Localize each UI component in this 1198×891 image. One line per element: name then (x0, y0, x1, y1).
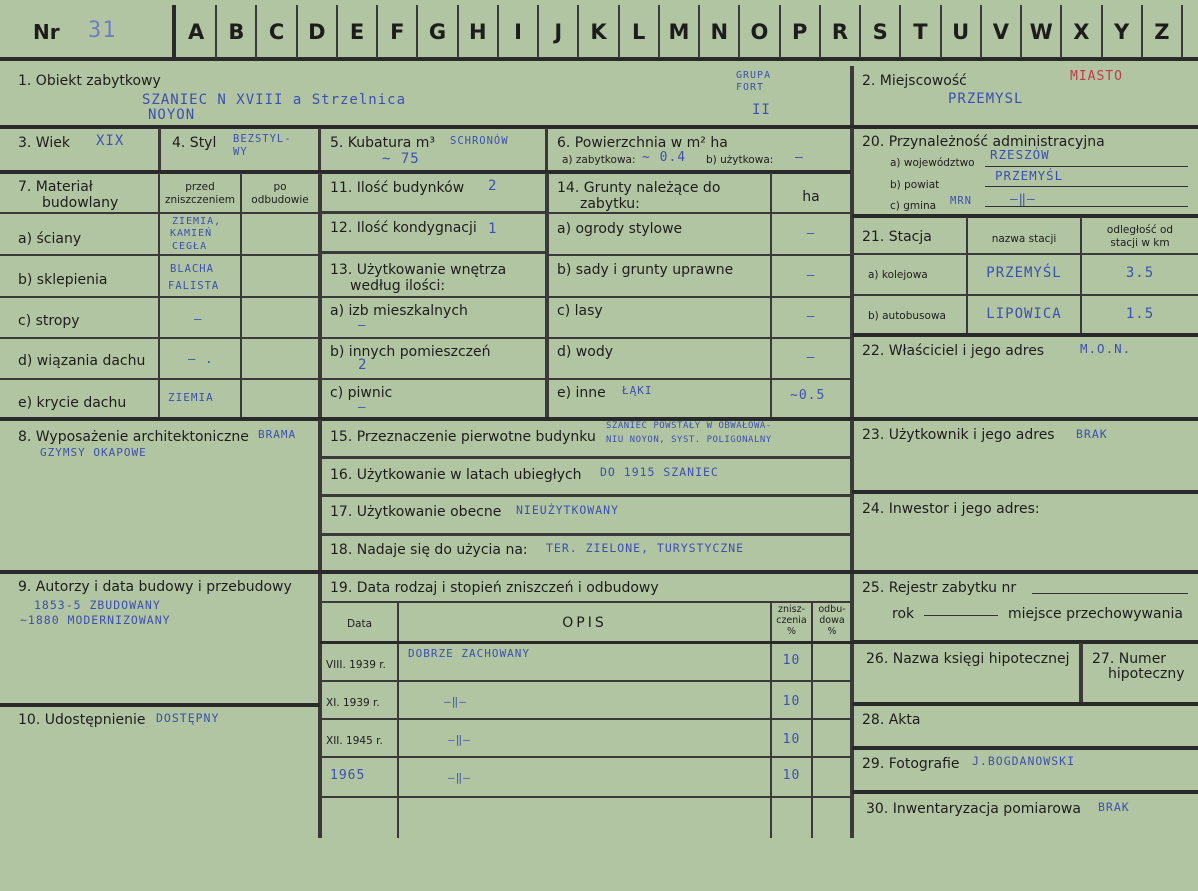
field-16-value: DO 1915 SZANIEC (600, 465, 719, 479)
f14-row-e-label: e) inne (557, 385, 606, 401)
f19-col-line-3 (811, 602, 813, 838)
rule-23-24 (852, 490, 1198, 494)
f14-row-b-label: b) sady i grunty uprawne (557, 262, 734, 278)
field-24-label: 24. Inwestor i jego adres: (862, 501, 1040, 517)
f19-col-rebuild-line3: % (827, 626, 837, 637)
field-25-number-line (1032, 593, 1188, 594)
letter-tab-r: R (831, 20, 849, 44)
field-3-value: XIX (96, 133, 125, 149)
field-25-label: 25. Rejestr zabytku nr (862, 580, 1017, 596)
f7-row-d-label: d) wiązania dachu (18, 353, 146, 369)
f19-row-4-desc: —‖— (448, 771, 471, 784)
letter-divider (255, 5, 257, 58)
letter-tab-b: B (228, 20, 245, 44)
f19-row-2-desc: —‖— (444, 695, 467, 708)
field-15-label: 15. Przeznaczenie pierwotne budynku (330, 429, 596, 445)
field-22-label: 22. Właściciel i jego adres (862, 343, 1045, 359)
f19-header-bottom (320, 641, 852, 644)
rule-12-13 (320, 251, 547, 254)
nr-value: 31 (88, 18, 117, 43)
field-12-value: 1 (488, 221, 498, 237)
field-29-value: J.BOGDANOWSKI (972, 754, 1076, 768)
f19-row-4-date: 1965 (330, 768, 366, 783)
field-13-label-line1: 13. Użytkowanie wnętrza (330, 262, 507, 278)
field-3-label: 3. Wiek (18, 135, 70, 151)
f7-row-line-1 (0, 254, 320, 256)
f14-row-c-value: — (806, 308, 816, 323)
letter-tab-i: I (514, 20, 522, 44)
field-21-col-dist-line2: stacji w km (1110, 237, 1170, 249)
field-13-c-value: — (358, 399, 367, 414)
f19-row-line-2 (320, 718, 852, 720)
letter-divider (1101, 5, 1103, 58)
field-1-value-line1: SZANIEC N XVIII a Strzelnica (142, 92, 407, 108)
f14-row-line-0 (547, 212, 851, 214)
f19-col-rebuild-line2: dowa (819, 615, 845, 626)
f7-row-c-label: c) stropy (18, 313, 80, 329)
letter-tab-c: C (268, 20, 285, 44)
f7-row-line-4 (0, 378, 320, 380)
field-20-a-value: RZESZÓW (990, 147, 1050, 162)
divider-5-6 (545, 128, 548, 171)
field-25-rok: rok (892, 606, 915, 622)
f7-col-after-line1: po (273, 181, 287, 193)
rule-15-16 (320, 456, 852, 459)
f19-row-1-desc: DOBRZE ZACHOWANY (408, 647, 530, 660)
field-25-place: miejsce przechowywania (1008, 606, 1183, 622)
f19-row-2-date: XI. 1939 r. (326, 697, 380, 709)
field-20-a-label: a) województwo (890, 157, 975, 169)
letter-tab-s: S (872, 20, 888, 44)
field-23-label: 23. Użytkownik i jego adres (862, 427, 1055, 443)
letter-tab-n: N (710, 20, 729, 44)
field-8-value-line1: BRAMA (258, 428, 297, 441)
letter-tab-f: F (390, 20, 405, 44)
f19-row-1-date: VIII. 1939 r. (326, 659, 386, 671)
letter-divider (698, 5, 700, 58)
f14-row-a-value: — (806, 225, 816, 240)
field-19-label: 19. Data rodzaj i stopień zniszczeń i odbudowy (330, 580, 659, 596)
rule-below-7 (0, 417, 1198, 421)
field-5-value: ~ 75 (382, 151, 420, 167)
letter-divider (899, 5, 901, 58)
header-bottom-rule (0, 57, 1198, 61)
letter-divider (618, 5, 620, 58)
field-9-label: 9. Autorzy i data budowy i przebudowy (18, 579, 292, 595)
f7-row-line-2 (0, 296, 320, 298)
field-6-sub-b-label: b) użytkowa: (706, 154, 774, 166)
field-9-value-line1: 1853-5 ZBUDOWANY (34, 598, 161, 612)
letter-tab-h: H (469, 20, 487, 44)
f19-col-date: Data (346, 618, 373, 630)
field-29-label: 29. Fotografie (862, 756, 960, 772)
letter-tab-l: L (632, 20, 646, 44)
letter-tab-g: G (428, 20, 447, 44)
letter-divider (980, 5, 982, 58)
f13-row-line-1 (320, 296, 547, 298)
field-7-label-line1: 7. Materiał (18, 179, 93, 195)
f7-row-a-before-line1: ZIEMIA, (172, 216, 222, 227)
field-28-label: 28. Akta (862, 712, 921, 728)
f14-row-c-label: c) lasy (557, 303, 603, 319)
letter-tab-v: V (992, 20, 1010, 44)
field-20-label: 20. Przynależność administracyjna (862, 134, 1105, 150)
field-1-label: 1. Obiekt zabytkowy (18, 73, 161, 89)
field-20-c-note: MRN (950, 195, 972, 207)
letter-divider (296, 5, 298, 58)
field-13-a-label: a) izb mieszkalnych (330, 303, 468, 319)
f14-row-e-note: ŁĄKI (622, 384, 653, 397)
rule-below-3 (0, 170, 851, 174)
rule-8-9 (0, 570, 320, 574)
f19-col-destr-line1: znisz- (777, 604, 805, 615)
divider-1-2 (850, 66, 854, 126)
rule-below-1 (0, 125, 1198, 129)
f7-col-before-line2: zniszczeniem (164, 194, 236, 206)
f19-col-rebuild-line1: odbu- (818, 604, 846, 615)
field-30-value: BRAK (1098, 800, 1130, 814)
field-21-col-name: nazwa stacji (991, 233, 1057, 245)
letter-tab-m: M (668, 20, 690, 44)
field-11-value: 2 (488, 178, 498, 194)
letter-divider (658, 5, 660, 58)
rule-27-28 (852, 702, 1198, 706)
letter-divider (1060, 5, 1062, 58)
letter-divider (537, 5, 539, 58)
f19-col-desc: OPIS (562, 615, 607, 631)
rule-16-17 (320, 494, 852, 497)
field-8-label: 8. Wyposażenie architektoniczne (18, 429, 249, 445)
field-6-label: 6. Powierzchnia w m² ha (557, 135, 728, 151)
rule-11-12 (320, 211, 547, 214)
letter-divider (1020, 5, 1022, 58)
rule-29-30 (852, 790, 1198, 794)
rule-25-26 (852, 640, 1198, 644)
letter-tab-z: Z (1154, 20, 1170, 44)
letter-divider (457, 5, 459, 58)
field-21-col-dist-line1: odległość od (1106, 224, 1174, 236)
f7-row-b-before-line1: BLACHA (170, 263, 214, 275)
field-13-c-label: c) piwnic (330, 385, 393, 401)
field-20-c-label: c) gmina (890, 200, 937, 212)
f19-row-line-1 (320, 680, 852, 682)
f7-row-a-before-line3: CEGŁA (172, 241, 208, 252)
field-20-b-line (985, 186, 1188, 187)
field-30-label: 30. Inwentaryzacja pomiarowa (866, 801, 1081, 817)
f19-row-3-desc: —‖— (448, 733, 471, 746)
field-18-label: 18. Nadaje się do użycia na: (330, 542, 528, 558)
field-21-b-dist: 1.5 (1125, 306, 1155, 322)
f19-row-4-destr: 10 (782, 768, 801, 783)
f14-row-line-1 (547, 254, 851, 256)
field-25-rok-line (924, 615, 998, 616)
field-20-c-value: —‖— (1010, 191, 1036, 206)
letter-tab-u: U (952, 20, 970, 44)
field-21-label: 21. Stacja (862, 229, 932, 245)
field-6-sub-a-label: a) zabytkowa: (562, 154, 636, 166)
field-5-label: 5. Kubatura m³ (330, 135, 436, 151)
field-17-value: NIEUŻYTKOWANY (516, 503, 620, 517)
f7-row-a-before-line2: KAMIEŃ (170, 228, 213, 239)
field-2-value: PRZEMYSL (948, 91, 1024, 107)
field-14-label-line2: zabytku: (580, 196, 640, 212)
f14-row-line-4 (547, 378, 851, 380)
letter-tab-w: W (1029, 20, 1053, 44)
field-21-a-dist: 3.5 (1125, 265, 1155, 281)
letter-divider (416, 5, 418, 58)
field-22-value: M.O.N. (1080, 341, 1132, 356)
letter-tab-k: K (590, 20, 607, 44)
letter-tab-a: A (187, 20, 205, 44)
field-6-sub-b-value: — (795, 150, 804, 165)
letter-divider (215, 5, 217, 58)
rule-20-21 (852, 214, 1198, 218)
rule-21-22 (852, 333, 1198, 337)
letter-divider (819, 5, 821, 58)
f7-row-d-before: — . (188, 351, 214, 366)
field-14-unit: ha (802, 189, 820, 205)
field-8-value-line2: GZYMSY OKAPOWE (40, 446, 147, 459)
divider-3-4 (158, 128, 161, 171)
field-7-label-line2: budowlany (42, 195, 119, 211)
letter-divider (1141, 5, 1143, 58)
rule-18-19 (320, 570, 852, 574)
f19-row-line-3 (320, 756, 852, 758)
rule-24-25 (852, 570, 1198, 574)
f7-row-line-0 (0, 212, 320, 214)
rule-28-29 (852, 746, 1198, 750)
field-2-category: MIASTO (1070, 69, 1123, 84)
letter-divider (577, 5, 579, 58)
field-18-value: TER. ZIELONE, TURYSTYCZNE (546, 541, 745, 555)
field-21-b-label: b) autobusowa (868, 310, 946, 322)
letter-divider (497, 5, 499, 58)
field-20-c-line (985, 206, 1188, 207)
field-23-value: BRAK (1076, 427, 1108, 441)
f14-row-b-value: — (806, 267, 816, 282)
field-16-label: 16. Użytkowanie w latach ubiegłych (330, 467, 582, 483)
field-1-value-line2: NOYON (148, 107, 196, 123)
field-9-value-line2: ~1880 MODERNIZOWANY (20, 613, 171, 627)
field-11-label: 11. Ilość budynków (330, 180, 465, 196)
field-27-label-line1: 27. Numer (1092, 651, 1167, 667)
f14-row-d-value: — (806, 349, 816, 364)
f21-row-line-1 (852, 253, 1198, 255)
f7-col-before-line1: przed (185, 181, 215, 193)
f13-row-line-2 (320, 337, 547, 339)
f19-col-line-1 (397, 602, 399, 838)
field-15-value-line2: NIU NOYON, SYST. POLIGONALNY (606, 435, 772, 445)
f19-col-destr-line3: % (786, 626, 797, 637)
field-6-sub-a-value: ~ 0.4 (642, 150, 687, 165)
field-13-label-line2: według ilości: (350, 278, 446, 294)
letter-tab-e: E (349, 20, 365, 44)
letter-divider (336, 5, 338, 58)
field-27-label-line2: hipoteczny (1108, 666, 1185, 682)
f19-row-3-date: XII. 1945 r. (326, 735, 383, 747)
divider-4-5 (318, 128, 321, 171)
letter-divider (940, 5, 942, 58)
field-13-b-value: 2 (358, 357, 368, 373)
f21-row-line-2 (852, 294, 1198, 296)
field-20-a-line (985, 166, 1188, 167)
letter-tab-o: O (750, 20, 769, 44)
field-21-a-label: a) kolejowa (868, 269, 928, 281)
field-5-note: SCHRONÓW (450, 135, 509, 147)
f14-row-e-value: ~0.5 (790, 388, 826, 403)
f7-row-a-label: a) ściany (18, 231, 82, 247)
letter-divider-end (1181, 5, 1183, 58)
f19-col-line-2 (770, 602, 772, 838)
field-13-b-label: b) innych pomieszczeń (330, 344, 491, 360)
letter-tab-p: P (792, 20, 808, 44)
field-14-label-line1: 14. Grunty należące do (557, 180, 721, 196)
f19-row-1-destr: 10 (782, 653, 801, 668)
nr-label: Nr (33, 20, 60, 44)
field-12-label: 12. Ilość kondygnacji (330, 220, 477, 236)
f13-row-line-3 (320, 378, 547, 380)
field-1-group-label: GRUPA FORT (736, 70, 772, 93)
letter-tab-x: X (1073, 20, 1090, 44)
field-2-label: 2. Miejscowość (862, 73, 967, 89)
f19-header-top (320, 601, 852, 603)
divider-26-27 (1079, 643, 1083, 703)
rule-9-10 (0, 703, 320, 707)
f19-row-3-destr: 10 (782, 732, 801, 747)
letter-divider (859, 5, 861, 58)
field-4-label: 4. Styl (172, 135, 217, 151)
f14-row-a-label: a) ogrody stylowe (557, 221, 683, 237)
letter-tab-j: J (554, 20, 563, 44)
f14-row-line-3 (547, 337, 851, 339)
f14-row-d-label: d) wody (557, 344, 613, 360)
field-21-b-name: LIPOWICA (986, 306, 1062, 322)
field-1-group-value: II (752, 102, 771, 118)
letter-divider (779, 5, 781, 58)
f7-row-b-label: b) sklepienia (18, 272, 108, 288)
field-26-label: 26. Nazwa księgi hipotecznej (866, 651, 1070, 667)
letter-divider (376, 5, 378, 58)
letter-tab-t: T (913, 20, 928, 44)
rule-17-18 (320, 533, 852, 536)
field-4-value: BEZSTYL- WY (233, 133, 292, 158)
letter-tab-y: Y (1114, 20, 1130, 44)
field-13-a-value: — (358, 317, 367, 332)
field-20-b-value: PRZEMYŚL (995, 168, 1064, 183)
field-20-b-label: b) powiat (890, 179, 940, 191)
f14-row-line-2 (547, 296, 851, 298)
f7-row-e-before: ZIEMIA (168, 391, 214, 404)
f7-row-c-before: — (194, 311, 203, 326)
letter-divider (738, 5, 740, 58)
letter-tab-d: D (308, 20, 326, 44)
f19-col-destr-line2: czenia (776, 615, 807, 626)
field-10-value: DOSTĘPNY (156, 711, 220, 725)
f19-row-2-destr: 10 (782, 694, 801, 709)
field-21-a-name: PRZEMYŚL (986, 265, 1062, 281)
field-10-label: 10. Udostępnienie (18, 712, 146, 728)
field-17-label: 17. Użytkowanie obecne (330, 504, 502, 520)
f7-col-after-line2: odbudowie (251, 194, 309, 206)
f7-row-b-before-line2: FALISTA (168, 280, 220, 292)
f7-row-line-3 (0, 337, 320, 339)
field-15-value-line1: SZANIEC POWSTAŁY W OBWAŁOWA- (606, 421, 772, 431)
f19-row-line-4 (320, 796, 852, 798)
f7-row-e-label: e) krycie dachu (18, 395, 127, 411)
